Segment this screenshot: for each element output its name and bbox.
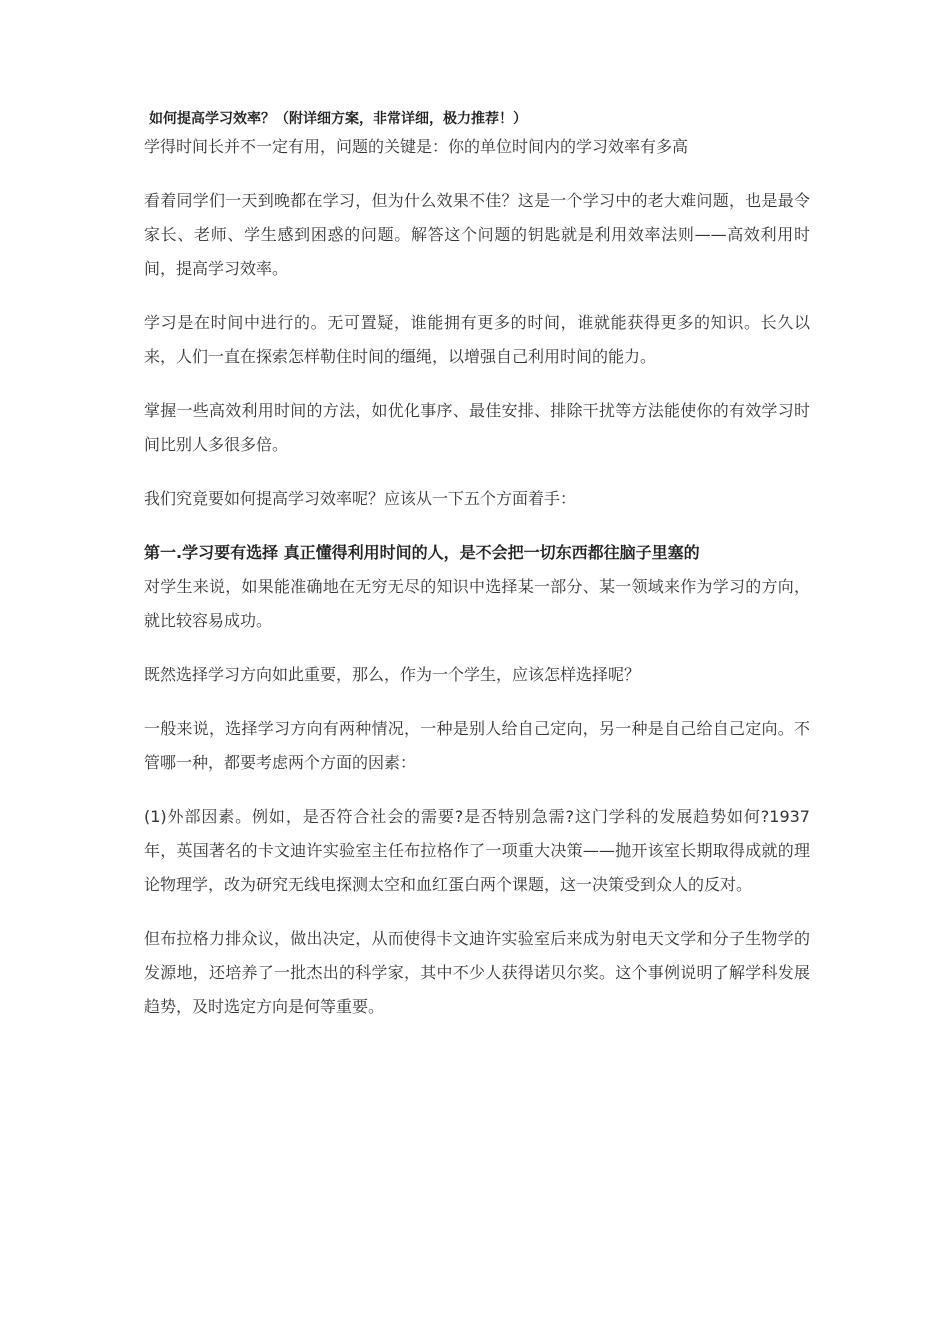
paragraph: 既然选择学习方向如此重要，那么，作为一个学生，应该怎样选择呢？ (144, 665, 641, 684)
section-heading: 第一.学习要有选择 真正懂得利用时间的人，是不会把一切东西都往脑子里塞的 (144, 543, 700, 562)
paragraph: 一般来说，选择学习方向有两种情况，一种是别人给自己定向，另一种是自己给自己定向。不管哪一种，都要考虑两个方面的因素： (144, 719, 810, 772)
paragraph: 我们究竟要如何提高学习效率呢？应该从一下五个方面着手： (144, 489, 577, 508)
paragraph: 学习是在时间中进行的。无可置疑，谁能拥有更多的时间，谁就能获得更多的知识。长久以来，人们一直在探索怎样勒住时间的缰绳，以增强自己利用时间的能力。 (144, 313, 810, 366)
paragraph: (1)外部因素。例如，是否符合社会的需要?是否特别急需?这门学科的发展趋势如何?1937 年，英国著名的卡文迪许实验室主任布拉格作了一项重大决策——抛开该室长期取得成就的理论物理学，改为研究无线电探测太空和血红蛋白两个课题，这一决策受到众人的反对。 (144, 807, 810, 894)
document-page (144, 108, 810, 1024)
paragraph: 看着同学们一天到晚都在学习，但为什么效果不佳？这是一个学习中的老大难问题，也是最令家长、老师、学生感到困惑的问题。解答这个问题的钥匙就是利用效率法则——高效利用时间，提高学习效率。 (144, 191, 810, 278)
paragraph: 但布拉格力排众议，做出决定，从而使得卡文迪许实验室后来成为射电天文学和分子生物学的发源地，还培养了一批杰出的科学家，其中不少人获得诺贝尔奖。这个事例说明了解学科发展趋势，及时选定方向是何等重要。 (144, 929, 810, 1016)
intro-line: 学得时间长并不一定有用，问题的关键是：你的单位时间内的学习效率有多高 (144, 137, 689, 156)
paragraph: 对学生来说，如果能准确地在无穷无尽的知识中选择某一部分、某一领域来作为学习的方向，就比较容易成功。 (144, 577, 810, 630)
paragraph: 掌握一些高效利用时间的方法，如优化事序、最佳安排、排除干扰等方法能使你的有效学习时间比别人多很多倍。 (144, 401, 810, 454)
document-title: 如何提高学习效率？（附详细方案，非常详细，极力推荐！） (149, 111, 527, 127)
